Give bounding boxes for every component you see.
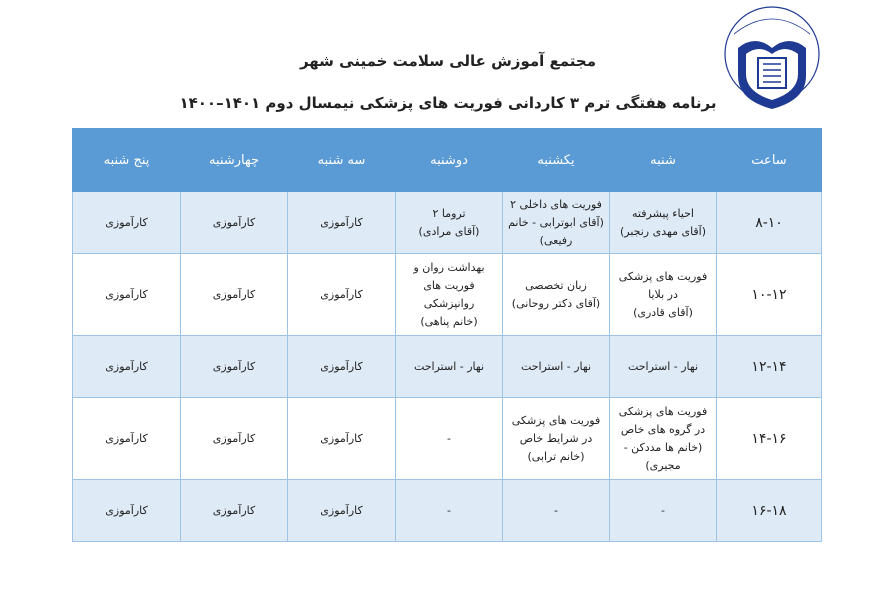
course-cell: کارآموزی <box>73 480 181 542</box>
cell-line: رفیعی) <box>539 233 573 247</box>
cell-line: فوریت های پزشکی <box>511 413 601 427</box>
table-row <box>73 192 822 254</box>
course-cell: کارآموزی <box>288 254 396 336</box>
course-cell: - <box>610 480 717 542</box>
course-cell <box>610 254 717 336</box>
cell-line: فوریت های پزشکی <box>618 269 708 283</box>
cell-line: در بلایا <box>648 287 678 301</box>
course-cell <box>396 192 503 254</box>
cell-line: روانپزشکی <box>423 296 475 310</box>
course-cell: کارآموزی <box>181 254 288 336</box>
course-cell <box>503 398 610 480</box>
cell-line: فوریت های پزشکی <box>618 404 708 418</box>
cell-line: (آقای قادری) <box>633 305 693 319</box>
header-thursday: پنج شنبه <box>73 129 181 192</box>
course-cell: کارآموزی <box>288 336 396 398</box>
cell-line: (آقای مرادی) <box>418 224 480 238</box>
header-tuesday: سه شنبه <box>288 129 396 192</box>
course-cell: کارآموزی <box>73 254 181 336</box>
institution-title: مجتمع آموزش عالی سلامت خمینی شهر <box>299 52 597 70</box>
course-cell: - <box>396 398 503 480</box>
course-cell: کارآموزی <box>288 192 396 254</box>
cell-line: احیاء پیشرفته <box>632 206 694 220</box>
course-cell: کارآموزی <box>288 398 396 480</box>
time-cell: ۱۲-۱۴ <box>717 336 822 398</box>
course-cell: کارآموزی <box>288 480 396 542</box>
course-cell: کارآموزی <box>73 398 181 480</box>
course-cell: - <box>503 480 610 542</box>
schedule-title: برنامه هفتگی ترم ۳ کاردانی فوریت های پزشکی نیمسال دوم ۱۴۰۱–۱۴۰۰ <box>179 94 717 112</box>
header-saturday: شنبه <box>610 129 717 192</box>
course-cell: کارآموزی <box>181 480 288 542</box>
cell-line: فوریت های <box>423 278 475 292</box>
time-cell: ۸-۱۰ <box>717 192 822 254</box>
course-cell <box>503 254 610 336</box>
cell-line: در گروه های خاص <box>620 422 706 436</box>
course-cell: کارآموزی <box>73 336 181 398</box>
course-cell: کارآموزی <box>181 336 288 398</box>
time-cell: ۱۴-۱۶ <box>717 398 822 480</box>
cell-line: (آقای مهدی رنجبر) <box>619 224 707 238</box>
table-row <box>73 336 822 398</box>
course-cell: کارآموزی <box>181 192 288 254</box>
cell-line: تروما ۲ <box>432 206 466 220</box>
course-cell: - <box>396 480 503 542</box>
cell-line: (آقای ابوترابی - خانم <box>508 215 604 229</box>
table-row <box>73 480 822 542</box>
course-cell <box>396 254 503 336</box>
time-cell: ۱۰-۱۲ <box>717 254 822 336</box>
course-cell <box>610 398 717 480</box>
cell-line: مجیری) <box>645 458 681 472</box>
course-cell: کارآموزی <box>181 398 288 480</box>
header-monday: دوشنبه <box>396 129 503 192</box>
course-cell: نهار - استراحت <box>610 336 717 398</box>
course-cell: نهار - استراحت <box>396 336 503 398</box>
cell-line: در شرایط خاص <box>519 431 593 445</box>
time-cell: ۱۶-۱۸ <box>717 480 822 542</box>
course-cell <box>610 192 717 254</box>
header-sunday: یکشنبه <box>503 129 610 192</box>
cell-line: (آقای دکتر روحانی) <box>511 296 601 310</box>
weekly-schedule-table <box>72 128 822 542</box>
cell-line: (خانم ها مددکن - <box>623 440 703 454</box>
course-cell: نهار - استراحت <box>503 336 610 398</box>
table-row <box>73 398 822 480</box>
header-time: ساعت <box>717 129 822 192</box>
header-wednesday: چهارشنبه <box>181 129 288 192</box>
cell-line: بهداشت روان و <box>413 260 485 274</box>
course-cell: کارآموزی <box>73 192 181 254</box>
cell-line: زبان تخصصی <box>525 278 587 292</box>
cell-line: (خانم ترابی) <box>527 449 585 463</box>
header-row <box>73 129 822 192</box>
course-cell <box>503 192 610 254</box>
cell-line: فوریت های داخلی ۲ <box>510 197 602 211</box>
table-row <box>73 254 822 336</box>
cell-line: (خانم پناهی) <box>420 314 478 328</box>
